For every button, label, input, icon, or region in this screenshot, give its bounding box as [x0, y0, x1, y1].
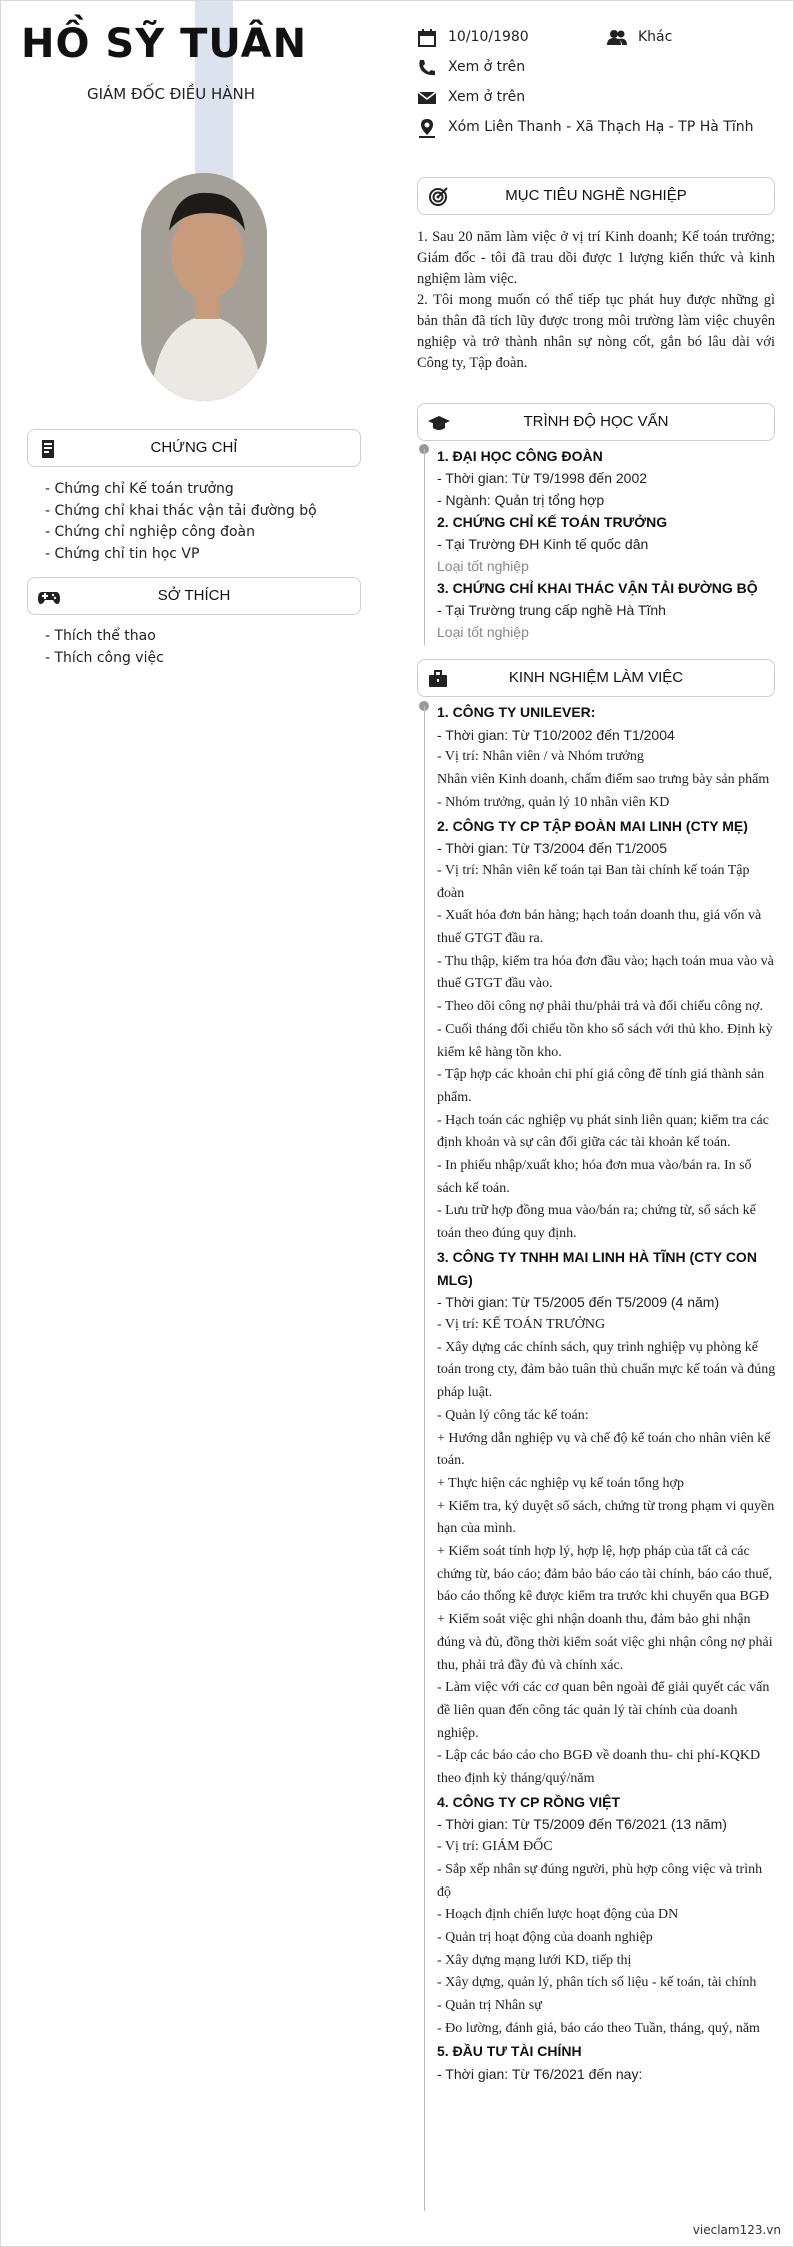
education-detail: - Thời gian: Từ T9/1998 đến 2002 [437, 470, 648, 486]
certificates-title: CHỨNG CHỈ [150, 439, 238, 456]
experience-list [437, 701, 777, 2086]
experience-detail: Nhân viên Kinh doanh, chấm điểm sao trưng bày sản phẩm [437, 772, 770, 788]
experience-detail: - Quản lý công tác kế toán: [437, 1407, 589, 1423]
hobbies-section-header [27, 577, 361, 615]
experience-detail: - Thời gian: Từ T10/2002 đến T1/2004 [437, 726, 675, 743]
experience-detail: + Kiểm soát tính hợp lý, hợp lệ, hợp pháp của tất cả các chứng từ, báo cáo; đảm bảo báo cáo tài chính, báo cáo thuế, báo cáo thống kê được kiểm tra trước khi chuyển qua BGĐ [437, 1544, 773, 1605]
education-list [437, 445, 777, 643]
experience-detail: - Vị trí: GIÁM ĐỐC [437, 1839, 553, 1855]
education-name: 3. CHỨNG CHỈ KHAI THÁC VẬN TẢI ĐƯỜNG BỘ [437, 580, 758, 596]
job-title: GIÁM ĐỐC ĐIỀU HÀNH [87, 85, 256, 103]
experience-detail: - Quản trị Nhân sự [437, 1998, 542, 2014]
certificates-section-header [27, 429, 361, 467]
education-grade: Loại tốt nghiệp [437, 558, 529, 574]
experience-section-header [417, 659, 775, 697]
experience-company: 4. CÔNG TY CP RỒNG VIỆT [437, 1793, 621, 1810]
experience-company: 1. CÔNG TY UNILEVER: [437, 704, 596, 720]
objective-section-header [417, 177, 775, 215]
education-detail: - Tại Trường ĐH Kinh tế quốc dân [437, 536, 649, 552]
email-value: Xem ở trên [448, 89, 526, 105]
hobby-item: - Thích thể thao [45, 628, 156, 644]
education-grade: Loại tốt nghiệp [437, 624, 529, 640]
gender-value: Khác [638, 29, 673, 45]
education-detail: - Tại Trường trung cấp nghề Hà Tĩnh [437, 602, 666, 618]
phone-value: Xem ở trên [448, 59, 526, 75]
hobbies-list [45, 626, 164, 669]
certificate-item: - Chứng chỉ Kế toán trưởng [45, 481, 234, 497]
experience-detail: - Thời gian: Từ T5/2009 đến T6/2021 (13 năm) [437, 1816, 727, 1833]
objective-paragraph: 1. Sau 20 năm làm việc ở vị trí Kinh doanh; Kế toán trưởng; Giám đốc - tôi đã trau dồi được 1 lượng kiến thức và kinh nghiệm làm việc. [417, 229, 775, 287]
education-section-header [417, 403, 775, 441]
address-value: Xóm Liên Thanh - Xã Thạch Hạ - TP Hà Tĩnh [448, 119, 754, 135]
certificate-item: - Chứng chỉ khai thác vận tải đường bộ [45, 502, 317, 519]
experience-title: KINH NGHIỆM LÀM VIỆC [508, 669, 684, 686]
experience-detail: - Lưu trữ hợp đồng mua vào/bán ra; chứng từ, sổ sách kế toán theo đúng quy định. [437, 1203, 756, 1242]
education-timeline [424, 449, 425, 645]
map-pin-icon [417, 118, 437, 136]
experience-detail: + Kiểm tra, ký duyệt sổ sách, chứng từ trong phạm vi quyền hạn của mình. [437, 1498, 775, 1537]
objective-title: MỤC TIÊU NGHỀ NGHIỆP [505, 187, 687, 204]
footer-brand: vieclam123.vn [692, 2223, 781, 2237]
certificates-list [45, 479, 317, 565]
education-title: TRÌNH ĐỘ HỌC VẤN [523, 413, 669, 430]
experience-detail: - Nhóm trưởng, quản lý 10 nhân viên KD [437, 794, 670, 810]
education-detail: - Ngành: Quản trị tổng hợp [437, 492, 605, 508]
education-name: 2. CHỨNG CHỈ KẾ TOÁN TRƯỞNG [437, 514, 668, 530]
experience-detail: - Làm việc với các cơ quan bên ngoài để giải quyết các vấn đề liên quan đến công tác quản lý tài chính của doanh nghiệp. [437, 1680, 770, 1741]
experience-detail: - Hạch toán các nghiệp vụ phát sinh liên quan; kiểm tra các định khoản và sự cân đối giữa các tài khoản kế toán. [437, 1112, 769, 1151]
experience-detail: - Lập các báo cáo cho BGĐ về doanh thu- chi phí-KQKD theo định kỳ tháng/quý/năm [437, 1748, 761, 1787]
experience-detail: - Vị trí: Nhân viên kế toán tại Ban tài chính kế toán Tập đoàn [437, 862, 750, 901]
experience-detail: - Xây dựng các chính sách, quy trình nghiệp vụ phòng kế toán trong cty, đảm bảo tuân thủ chuẩn mực kế toán và đúng pháp luật. [437, 1339, 776, 1401]
experience-detail: - Xuất hóa đơn bán hàng; hạch toán doanh thu, giá vốn và thuế GTGT đầu ra. [437, 908, 762, 947]
experience-detail: - Thu thập, kiểm tra hóa đơn đầu vào; hạch toán mua vào và thuế GTGT đầu vào. [437, 953, 774, 992]
phone-icon [417, 59, 437, 77]
hobbies-title: SỞ THÍCH [157, 587, 231, 604]
experience-detail: - Đo lường, đánh giá, báo cáo theo Tuần, tháng, quý, năm [437, 2020, 760, 2036]
experience-detail: - Xây dựng, quản lý, phân tích số liệu - kế toán, tài chính [437, 1975, 757, 1991]
objective-text [417, 227, 775, 374]
experience-detail: - Vị trí: Nhân viên / và Nhóm trưởng [437, 749, 644, 765]
experience-detail: - Theo dõi công nợ phải thu/phải trả và đối chiếu công nợ. [437, 999, 763, 1015]
experience-detail: - Thời gian: Từ T3/2004 đến T1/2005 [437, 840, 668, 857]
experience-detail: - Thời gian: Từ T6/2021 đến nay: [437, 2066, 643, 2083]
experience-timeline [424, 706, 425, 2211]
experience-company: 5. ĐẦU TƯ TÀI CHÍNH [437, 2043, 582, 2060]
experience-detail: - Quản trị hoạt động của doanh nghiệp [437, 1929, 653, 1945]
education-name: 1. ĐẠI HỌC CÔNG ĐOÀN [437, 448, 603, 464]
certificate-item: - Chứng chỉ nghiệp công đoàn [45, 524, 255, 540]
objective-paragraph: 2. Tôi mong muốn có thể tiếp tục phát huy được những gì bản thân đã tích lũy được trong môi trường làm việc chuyên nghiệp và trở thành nhân sự nòng cốt, gắn bó lâu dài với Công ty, Tập đoàn. [417, 292, 775, 371]
experience-detail: + Hướng dẫn nghiệp vụ và chế độ kế toán cho nhân viên kế toán. [437, 1430, 771, 1469]
users-icon [607, 29, 627, 47]
experience-detail: - Tập hợp các khoản chi phí giá công để tính giá thành sản phẩm. [437, 1067, 765, 1105]
experience-company: 3. CÔNG TY TNHH MAI LINH HÀ TĨNH (CTY CON MLG) [437, 1248, 757, 1288]
experience-detail: - Hoạch định chiến lược hoạt động của DN [437, 1907, 679, 1923]
email-icon [417, 89, 437, 107]
profile-photo [141, 173, 267, 401]
experience-company: 2. CÔNG TY CP TẬP ĐOÀN MAI LINH (CTY MẸ) [437, 817, 748, 834]
experience-detail: - Thời gian: Từ T5/2005 đến T5/2009 (4 năm) [437, 1294, 720, 1311]
experience-detail: - Sắp xếp nhân sự đúng người, phù hợp công việc và trình độ [437, 1861, 763, 1900]
experience-detail: + Thực hiện các nghiệp vụ kế toán tổng hợp [437, 1475, 684, 1491]
experience-detail: - In phiếu nhập/xuất kho; hóa đơn mua vào/bán ra. In sổ sách kế toán. [437, 1158, 752, 1196]
certificate-item: - Chứng chỉ tin học VP [45, 545, 200, 562]
birthday-value: 10/10/1980 [448, 29, 529, 45]
hobby-item: - Thích công việc [45, 649, 164, 666]
calendar-icon [417, 29, 437, 47]
candidate-name: HỒ SỸ TUÂN [21, 21, 308, 67]
experience-detail: + Kiểm soát việc ghi nhận doanh thu, đảm bảo ghi nhận đúng và đủ, đồng thời kiểm soát việc ghi nhận công nợ phải thu, phải trả đầy đủ và chính xác. [437, 1612, 773, 1673]
experience-detail: - Vị trí: KẾ TOÁN TRƯỞNG [437, 1316, 606, 1332]
experience-detail: - Cuối tháng đối chiếu tồn kho sổ sách với thủ kho. Định kỳ kiểm kê hàng tồn kho. [437, 1021, 773, 1060]
experience-detail: - Xây dựng mạng lưới KD, tiếp thị [437, 1952, 632, 1968]
